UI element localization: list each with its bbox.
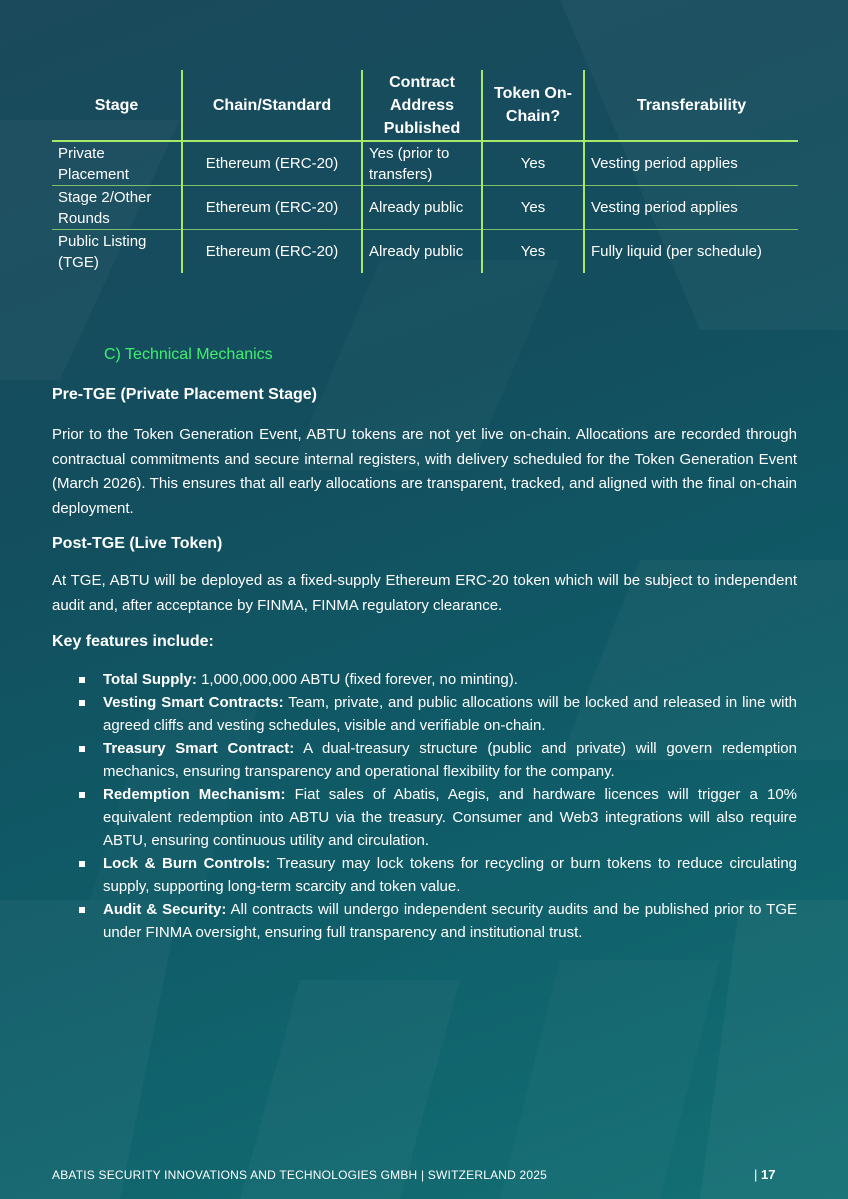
- bullet-icon: [79, 746, 85, 752]
- cell-chain: Ethereum (ERC-20): [182, 230, 362, 274]
- cell-transferability: Vesting period applies: [584, 186, 798, 230]
- cell-stage: Stage 2/Other Rounds: [52, 186, 182, 230]
- footer-company: ABATIS SECURITY INNOVATIONS AND TECHNOLOGIES GMBH | SWITZERLAND 2025: [52, 1168, 548, 1182]
- bullet-icon: [79, 700, 85, 706]
- feature-text: Treasury may lock tokens for recycling or burn tokens to reduce circulating supply, supporting long-term scarcity and token value.: [103, 855, 798, 895]
- cell-chain: Ethereum (ERC-20): [182, 141, 362, 186]
- list-item: [52, 668, 797, 691]
- feature-text: A dual-treasury structure (public and private) will govern redemption mechanics, ensuring transparency and operational flexibility for the company.: [103, 740, 797, 780]
- cell-transferability: Vesting period applies: [584, 141, 798, 186]
- bullet-icon: [79, 792, 85, 798]
- feature-label: Vesting Smart Contracts:: [103, 694, 284, 711]
- list-item: [52, 898, 797, 944]
- post-tge-paragraph: At TGE, ABTU will be deployed as a fixed-supply Ethereum ERC-20 token which will be subject to independent audit and, after acceptance by FINMA, FINMA regulatory clearance.: [52, 572, 797, 614]
- page-number: 17: [761, 1167, 776, 1182]
- header-stage: Stage: [52, 70, 182, 141]
- token-stages-table: [52, 70, 798, 273]
- footer-page: [754, 1167, 775, 1182]
- cell-contract: Yes (prior to transfers): [362, 141, 482, 186]
- cell-on-chain: Yes: [482, 186, 584, 230]
- feature-text: Team, private, and public allocations will be locked and released in line with agreed cliffs and vesting schedules, visible and verifiable on-chain.: [103, 694, 797, 734]
- bullet-icon: [79, 907, 85, 913]
- feature-text: Fiat sales of Abatis, Aegis, and hardware licences will trigger a 10% equivalent redemption into ABTU via the treasury. Consumer and Web3 integrations will also require ABTU, ensuring continuous utility and circulation.: [103, 786, 797, 849]
- pre-tge-paragraph: Prior to the Token Generation Event, ABTU tokens are not yet live on-chain. Allocations are recorded through contractual commitments and secure internal registers, with delivery scheduled for the Token Generation Event (March 2026). This ensures that all early allocations are transparent, tracked, and aligned with the final on-chain deployment.: [52, 426, 797, 517]
- header-token-on-chain: Token On-Chain?: [482, 70, 584, 141]
- list-item: [52, 737, 797, 783]
- list-item: [52, 852, 797, 898]
- cell-contract: Already public: [362, 186, 482, 230]
- cell-stage: Private Placement: [52, 141, 182, 186]
- table-row: [52, 230, 798, 274]
- header-contract-address: Contract Address Published: [362, 70, 482, 141]
- header-transferability: Transferability: [584, 70, 798, 141]
- feature-label: Redemption Mechanism:: [103, 786, 286, 803]
- table-row: [52, 186, 798, 230]
- section-heading: C) Technical Mechanics: [104, 346, 273, 363]
- key-features-list: [52, 668, 797, 944]
- post-tge-heading: Post-TGE (Live Token): [52, 535, 223, 552]
- cell-transferability: Fully liquid (per schedule): [584, 230, 798, 274]
- list-item: [52, 783, 797, 852]
- cell-chain: Ethereum (ERC-20): [182, 186, 362, 230]
- cell-contract: Already public: [362, 230, 482, 274]
- table-header-row: [52, 70, 798, 141]
- pre-tge-heading: Pre-TGE (Private Placement Stage): [52, 386, 317, 403]
- bullet-icon: [79, 861, 85, 867]
- footer-separator: |: [754, 1167, 758, 1182]
- cell-on-chain: Yes: [482, 141, 584, 186]
- feature-label: Treasury Smart Contract:: [103, 740, 295, 757]
- table-row: [52, 141, 798, 186]
- bullet-icon: [79, 677, 85, 683]
- feature-label: Audit & Security:: [103, 901, 227, 918]
- cell-stage: Public Listing (TGE): [58, 232, 147, 271]
- feature-text: 1,000,000,000 ABTU (fixed forever, no minting).: [201, 671, 518, 688]
- key-features-heading: Key features include:: [52, 633, 214, 650]
- feature-label: Total Supply:: [103, 671, 197, 688]
- list-item: [52, 691, 797, 737]
- header-chain-standard: Chain/Standard: [182, 70, 362, 141]
- feature-label: Lock & Burn Controls:: [103, 855, 271, 872]
- feature-text: All contracts will undergo independent security audits and be published prior to TGE under FINMA oversight, ensuring full transparency and institutional trust.: [103, 901, 797, 941]
- cell-on-chain: Yes: [482, 230, 584, 274]
